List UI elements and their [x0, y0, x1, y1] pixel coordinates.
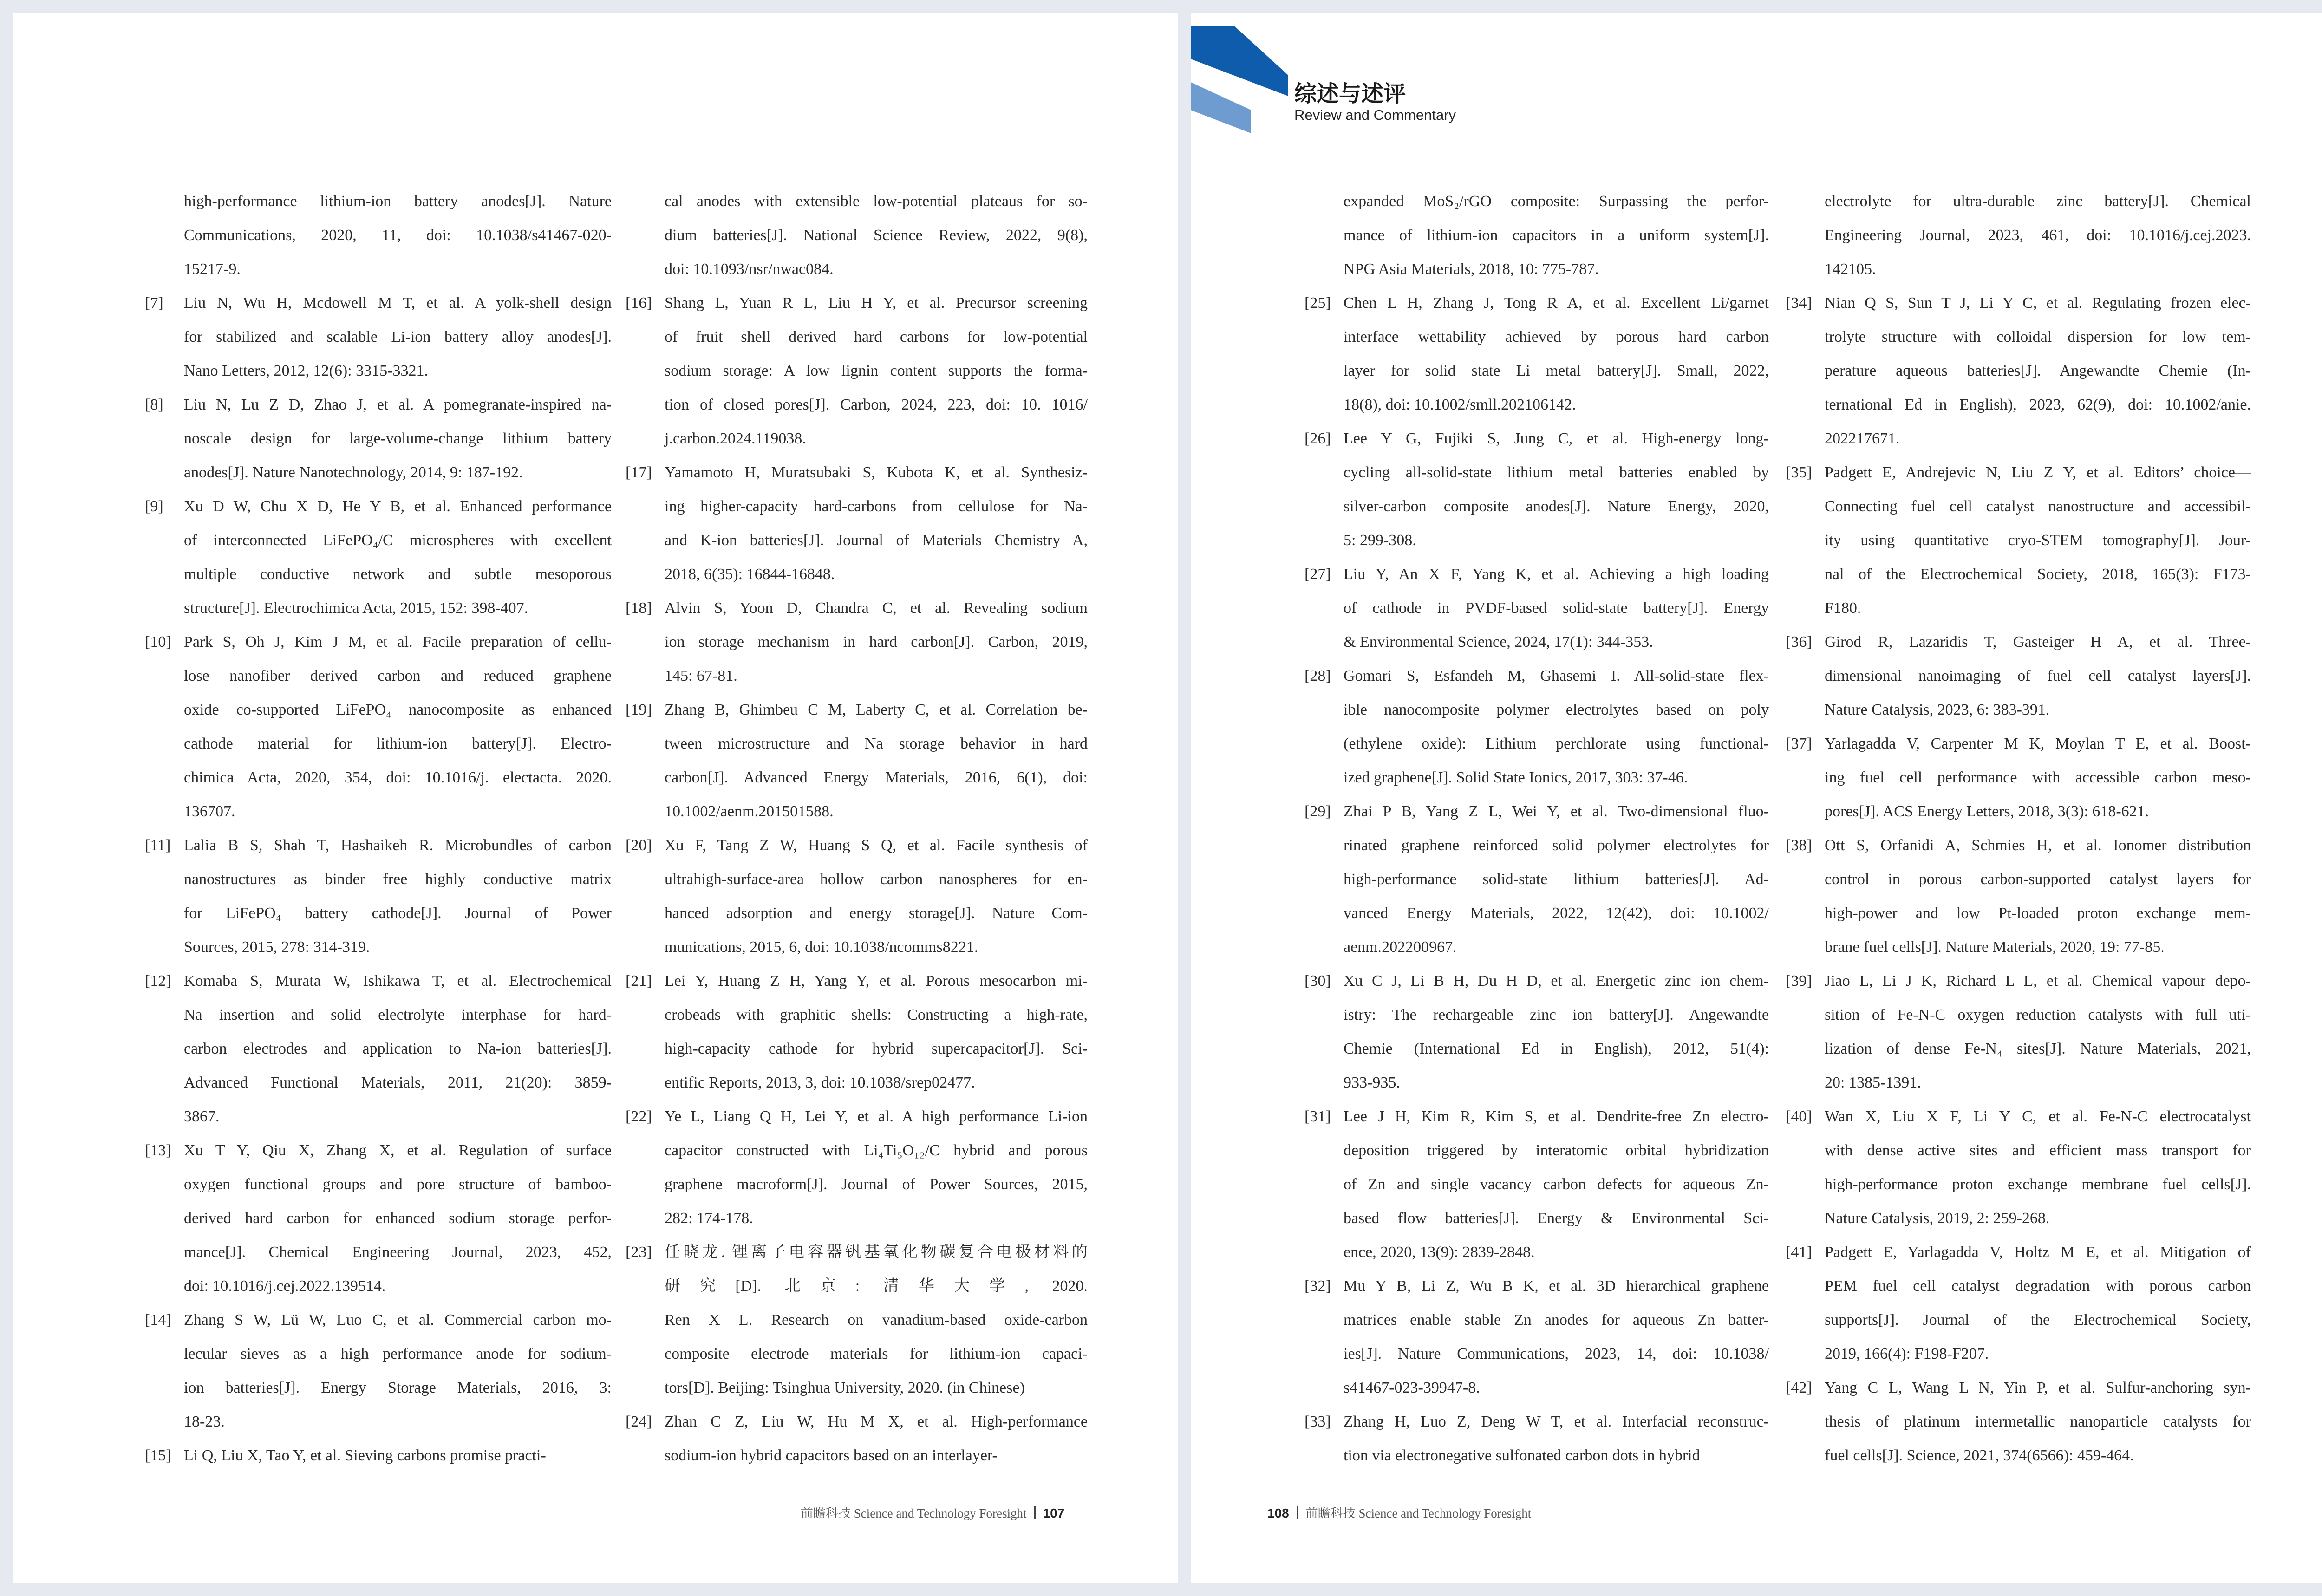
reference-text-line: Chen L H, Zhang J, Tong R A, et al. Excellent Li/garnet	[1344, 294, 1769, 312]
reference-text-line: cycling all-solid-state lithium metal batteries enabled by	[1344, 464, 1769, 481]
reference-text-line: 202217671.	[1825, 430, 1900, 447]
reference-text-line: Advanced Functional Materials, 2011, 21(20): 3859-	[184, 1074, 612, 1091]
reference-number: [37]	[1786, 735, 1812, 752]
reference-text-line: lose nanofiber derived carbon and reduced graphene	[184, 667, 612, 684]
reference-text-line: istry: The rechargeable zinc ion battery[J]. Angewandte	[1344, 1006, 1769, 1023]
reference-text-line: ing fuel cell performance with accessible carbon meso-	[1825, 769, 2251, 786]
reference-text-line: dium batteries[J]. National Science Review, 2022, 9(8),	[665, 227, 1088, 244]
reference-entry	[626, 964, 1088, 1100]
right-page	[1191, 13, 2322, 1583]
reference-text-line: j.carbon.2024.119038.	[665, 430, 806, 447]
reference-text-line: Liu N, Lu Z D, Zhao J, et al. A pomegranate-inspired na-	[184, 396, 612, 413]
reference-entry	[145, 1439, 612, 1472]
reference-text-line: Alvin S, Yoon D, Chandra C, et al. Revealing sodium	[665, 599, 1088, 617]
reference-text-line: Zhang S W, Lü W, Luo C, et al. Commercial carbon mo-	[184, 1311, 612, 1329]
reference-text-line: expanded MoS₂/rGO composite: Surpassing the perfor-	[1344, 193, 1769, 210]
reference-text-line: ion batteries[J]. Energy Storage Materials, 2016, 3:	[184, 1379, 612, 1396]
reference-number: [18]	[626, 599, 652, 617]
reference-text-line: nal of the Electrochemical Society, 2018, 165(3): F173-	[1825, 566, 2251, 583]
page-number: 108	[1267, 1506, 1289, 1520]
reference-entry	[1786, 1100, 2251, 1235]
reference-text-line: Ren X L. Research on vanadium-based oxide-carbon	[665, 1311, 1088, 1329]
header-light-band	[1191, 82, 1251, 133]
reference-text-line: ing higher-capacity hard-carbons from cellulose for Na-	[665, 498, 1088, 515]
reference-text-line: Connecting fuel cell catalyst nanostructure and accessibil-	[1825, 498, 2251, 515]
right-page-column-2	[1786, 184, 2251, 1472]
reference-text-line: Engineering Journal, 2023, 461, doi: 10.1016/j.cej.2023.	[1825, 227, 2251, 244]
reference-text-line: Chemie (International Ed in English), 2012, 51(4):	[1344, 1040, 1769, 1057]
reference-entry	[626, 828, 1088, 964]
reference-entry	[1786, 1235, 2251, 1371]
left-page-footer	[801, 1503, 1064, 1521]
reference-text-line: ity using quantitative cryo-STEM tomography[J]. Jour-	[1825, 532, 2251, 549]
reference-text-line: Xu F, Tang Z W, Huang S Q, et al. Facile synthesis of	[665, 837, 1088, 854]
reference-text-line: Nature Catalysis, 2019, 2: 259-268.	[1825, 1210, 2050, 1227]
reference-entry	[626, 1235, 1088, 1405]
reference-text-line: entific Reports, 2013, 3, doi: 10.1038/srep02477.	[665, 1074, 975, 1091]
reference-number: [9]	[145, 498, 163, 515]
reference-entry	[1786, 286, 2251, 456]
reference-number: [21]	[626, 972, 652, 990]
reference-text-line: 282: 174-178.	[665, 1210, 753, 1227]
reference-text-line: Liu Y, An X F, Yang K, et al. Achieving a high loading	[1344, 566, 1769, 583]
reference-text-line: electrolyte for ultra-durable zinc battery[J]. Chemical	[1825, 193, 2251, 210]
reference-text-line: pores[J]. ACS Energy Letters, 2018, 3(3): 618-621.	[1825, 803, 2149, 820]
reference-text-line: Lee J H, Kim R, Kim S, et al. Dendrite-free Zn electro-	[1344, 1108, 1769, 1125]
header-dark-band	[1191, 26, 1288, 96]
reference-text-line: nanostructures as binder free highly conductive matrix	[184, 871, 612, 888]
reference-text-line: Zhang H, Luo Z, Deng W T, et al. Interfacial reconstruc-	[1344, 1413, 1769, 1430]
reference-text-line: layer for solid state Li metal battery[J]. Small, 2022,	[1344, 362, 1769, 379]
reference-entry	[1304, 1269, 1769, 1405]
reference-number: [42]	[1786, 1379, 1812, 1396]
left-page-column-1	[145, 184, 612, 1472]
reference-text-line: ultrahigh-surface-area hollow carbon nanospheres for en-	[665, 871, 1088, 888]
reference-text-line: Sources, 2015, 278: 314-319.	[184, 938, 370, 956]
reference-text-line: control in porous carbon-supported catalyst layers for	[1825, 871, 2251, 888]
right-page-footer	[1267, 1503, 1531, 1521]
reference-number: [22]	[626, 1108, 652, 1125]
reference-text-line: high-performance solid-state lithium batteries[J]. Ad-	[1344, 871, 1769, 888]
reference-text-line: with dense active sites and efficient mass transport for	[1825, 1142, 2251, 1159]
reference-text-line: Mu Y B, Li Z, Wu B K, et al. 3D hierarchical graphene	[1344, 1277, 1769, 1295]
reference-text-line: Xu T Y, Qiu X, Zhang X, et al. Regulation of surface	[184, 1142, 612, 1159]
reference-text-line: 933-935.	[1344, 1074, 1400, 1091]
reference-text-line: Yamamoto H, Muratsubaki S, Kubota K, et al. Synthesiz-	[665, 464, 1088, 481]
reference-text-line: Na insertion and solid electrolyte interphase for hard-	[184, 1006, 612, 1023]
reference-entry	[1304, 1405, 1769, 1472]
reference-number: [23]	[626, 1244, 652, 1261]
reference-number: [30]	[1304, 972, 1331, 990]
reference-number: [33]	[1304, 1413, 1331, 1430]
reference-text-line: of Zn and single vacancy carbon defects for aqueous Zn-	[1344, 1176, 1769, 1193]
reference-text-line: cal anodes with extensible low-potential plateaus for so-	[665, 193, 1088, 210]
reference-text-line: Ott S, Orfanidi A, Schmies H, et al. Ionomer distribution	[1825, 837, 2251, 854]
section-subtitle: Review and Commentary	[1294, 107, 1456, 123]
reference-text-line: mance[J]. Chemical Engineering Journal, 2023, 452,	[184, 1244, 612, 1261]
reference-entry	[626, 456, 1088, 591]
reference-text-line: mance of lithium-ion capacitors in a uniform system[J].	[1344, 227, 1769, 244]
reference-entry	[626, 1100, 1088, 1235]
reference-text-line: Zhan C Z, Liu W, Hu M X, et al. High-performance	[665, 1413, 1088, 1430]
reference-text-line: ence, 2020, 13(9): 2839-2848.	[1344, 1244, 1535, 1261]
reference-entry	[1786, 727, 2251, 828]
reference-text-line: chimica Acta, 2020, 354, doi: 10.1016/j. electacta. 2020.	[184, 769, 612, 786]
reference-text-line: structure[J]. Electrochimica Acta, 2015, 152: 398-407.	[184, 599, 528, 617]
reference-number: [38]	[1786, 837, 1812, 854]
reference-text-line: brane fuel cells[J]. Nature Materials, 2020, 19: 77-85.	[1825, 938, 2165, 956]
right-page-column-1	[1304, 184, 1769, 1472]
reference-text-line: 142105.	[1825, 261, 1876, 278]
reference-text-line: Lei Y, Huang Z H, Yang Y, et al. Porous mesocarbon mi-	[665, 972, 1088, 990]
reference-text-line: Park S, Oh J, Kim J M, et al. Facile preparation of cellu-	[184, 633, 612, 651]
reference-text-line: s41467-023-39947-8.	[1344, 1379, 1480, 1396]
reference-number: [34]	[1786, 294, 1812, 312]
reference-text-line: tion of closed pores[J]. Carbon, 2024, 223, doi: 10. 1016/	[665, 396, 1088, 413]
reference-text-line: Xu C J, Li B H, Du H D, et al. Energetic zinc ion chem-	[1344, 972, 1769, 990]
reference-text-line: doi: 10.1016/j.cej.2022.139514.	[184, 1277, 386, 1295]
reference-text-line: Lee Y G, Fujiki S, Jung C, et al. High-energy long-	[1344, 430, 1769, 447]
reference-text-line: 3867.	[184, 1108, 220, 1125]
reference-text-line: munications, 2015, 6, doi: 10.1038/ncomms8221.	[665, 938, 978, 956]
reference-text-line: sodium storage: A low lignin content supports the forma-	[665, 362, 1088, 379]
reference-number: [19]	[626, 701, 652, 718]
reference-number: [24]	[626, 1413, 652, 1430]
reference-text-line: Jiao L, Li J K, Richard L L, et al. Chemical vapour depo-	[1825, 972, 2251, 990]
reference-text-line: PEM fuel cell catalyst degradation with porous carbon	[1825, 1277, 2251, 1295]
footer-divider	[1034, 1506, 1036, 1519]
reference-entry	[1786, 184, 2251, 286]
reference-number: [7]	[145, 294, 163, 312]
reference-entry	[1304, 286, 1769, 422]
reference-text-line: Komaba S, Murata W, Ishikawa T, et al. Electrochemical	[184, 972, 612, 990]
reference-text-line: cathode material for lithium-ion battery[J]. Electro-	[184, 735, 612, 752]
left-page-column-2	[626, 184, 1088, 1472]
reference-text-line: of fruit shell derived hard carbons for low-potential	[665, 328, 1088, 345]
reference-text-line: Zhai P B, Yang Z L, Wei Y, et al. Two-dimensional fluo-	[1344, 803, 1769, 820]
reference-text-line: perature aqueous batteries[J]. Angewandte Chemie (In-	[1825, 362, 2251, 379]
reference-text-line: 5: 299-308.	[1344, 532, 1416, 549]
reference-number: [14]	[145, 1311, 171, 1329]
reference-text-line: 10.1002/aenm.201501588.	[665, 803, 834, 820]
reference-entry	[626, 591, 1088, 693]
reference-text-line: lecular sieves as a high performance anode for sodium-	[184, 1345, 612, 1362]
reference-entry	[145, 286, 612, 388]
reference-text-line: Nian Q S, Sun T J, Li Y C, et al. Regulating frozen elec-	[1825, 294, 2251, 312]
journal-name: 前瞻科技 Science and Technology Foresight	[801, 1506, 1027, 1520]
reference-text-line: based flow batteries[J]. Energy & Environmental Sci-	[1344, 1210, 1769, 1227]
reference-entry	[145, 625, 612, 828]
reference-text-line: Wan X, Liu X F, Li Y C, et al. Fe-N-C electrocatalyst	[1825, 1108, 2251, 1125]
reference-text-line: 145: 67-81.	[665, 667, 737, 684]
reference-entry	[1786, 456, 2251, 625]
reference-entry	[626, 1405, 1088, 1472]
reference-number: [16]	[626, 294, 652, 312]
reference-entry	[145, 388, 612, 489]
reference-entry	[626, 184, 1088, 286]
reference-entry	[1304, 184, 1769, 286]
reference-text-line: 2018, 6(35): 16844-16848.	[665, 566, 835, 583]
reference-number: [8]	[145, 396, 163, 413]
reference-text-line: high-performance lithium-ion battery anodes[J]. Nature	[184, 193, 612, 210]
reference-number: [17]	[626, 464, 652, 481]
reference-text-line: tween microstructure and Na storage behavior in hard	[665, 735, 1088, 752]
reference-number: [31]	[1304, 1108, 1331, 1125]
reference-number: [40]	[1786, 1108, 1812, 1125]
reference-text-line: & Environmental Science, 2024, 17(1): 344-353.	[1344, 633, 1653, 651]
reference-entry	[1786, 625, 2251, 727]
reference-text-line: carbon electrodes and application to Na-ion batteries[J].	[184, 1040, 612, 1057]
reference-number: [27]	[1304, 566, 1331, 583]
reference-text-line: for LiFePO₄ battery cathode[J]. Journal of Power	[184, 905, 612, 922]
reference-text-line: high-capacity cathode for hybrid supercapacitor[J]. Sci-	[665, 1040, 1088, 1057]
reference-text-line: sodium-ion hybrid capacitors based on an interlayer-	[665, 1447, 998, 1464]
reference-number: [39]	[1786, 972, 1812, 990]
reference-text-line: Gomari S, Esfandeh M, Ghasemi I. All-solid-state flex-	[1344, 667, 1769, 684]
reference-entry	[1304, 1100, 1769, 1269]
reference-text-line: fuel cells[J]. Science, 2021, 374(6566): 459-464.	[1825, 1447, 2134, 1464]
section-header-logo	[1191, 13, 1302, 133]
reference-text-line: deposition triggered by interatomic orbital hybridization	[1344, 1142, 1769, 1159]
reference-number: [26]	[1304, 430, 1331, 447]
reference-text-line: Liu N, Wu H, Mcdowell M T, et al. A yolk-shell design	[184, 294, 612, 312]
reference-text-line: ternational Ed in English), 2023, 62(9), doi: 10.1002/anie.	[1825, 396, 2251, 413]
reference-text-line: carbon[J]. Advanced Energy Materials, 2016, 6(1), doi:	[665, 769, 1088, 786]
reference-number: [32]	[1304, 1277, 1331, 1295]
reference-text-line: multiple conductive network and subtle mesoporous	[184, 566, 612, 583]
reference-number: [10]	[145, 633, 171, 651]
journal-name: 前瞻科技 Science and Technology Foresight	[1305, 1506, 1532, 1520]
reference-entry	[1304, 964, 1769, 1100]
reference-text-line: 15217-9.	[184, 261, 241, 278]
reference-text-line: doi: 10.1093/nsr/nwac084.	[665, 261, 834, 278]
reference-text-line: ies[J]. Nature Communications, 2023, 14, doi: 10.1038/	[1344, 1345, 1769, 1362]
reference-number: [11]	[145, 837, 171, 854]
reference-text-line: aenm.202200967.	[1344, 938, 1457, 956]
reference-text-line: Zhang B, Ghimbeu C M, Laberty C, et al. Correlation be-	[665, 701, 1088, 718]
reference-entry	[1786, 828, 2251, 964]
reference-text-line: NPG Asia Materials, 2018, 10: 775-787.	[1344, 261, 1599, 278]
reference-text-line: Padgett E, Andrejevic N, Liu Z Y, et al. Editors’ choice—	[1825, 464, 2251, 481]
reference-text-line: 20: 1385-1391.	[1825, 1074, 1921, 1091]
reference-entry	[1304, 422, 1769, 557]
reference-text-line: ized graphene[J]. Solid State Ionics, 2017, 303: 37-46.	[1344, 769, 1688, 786]
reference-entry	[145, 1303, 612, 1439]
reference-text-line: of cathode in PVDF-based solid-state battery[J]. Energy	[1344, 599, 1769, 617]
reference-number: [29]	[1304, 803, 1331, 820]
reference-number: [12]	[145, 972, 171, 990]
reference-text-line: high-power and low Pt-loaded proton exchange mem-	[1825, 905, 2251, 922]
reference-text-line: F180.	[1825, 599, 1861, 617]
reference-text-line: silver-carbon composite anodes[J]. Nature Energy, 2020,	[1344, 498, 1769, 515]
reference-text-line: 18(8), doi: 10.1002/smll.202106142.	[1344, 396, 1576, 413]
reference-text-line: 研究[D]. 北京: 清华大学, 2020.	[665, 1277, 1088, 1295]
reference-text-line: noscale design for large-volume-change lithium battery	[184, 430, 612, 447]
reference-number: [35]	[1786, 464, 1812, 481]
reference-text-line: ion storage mechanism in hard carbon[J]. Carbon, 2019,	[665, 633, 1088, 651]
reference-number: [28]	[1304, 667, 1331, 684]
reference-entry	[626, 286, 1088, 456]
reference-text-line: sition of Fe-N-C oxygen reduction catalysts with full uti-	[1825, 1006, 2251, 1023]
reference-entry	[145, 184, 612, 286]
reference-text-line: tors[D]. Beijing: Tsinghua University, 2020. (in Chinese)	[665, 1379, 1025, 1396]
section-title: 综述与述评	[1294, 81, 1406, 107]
reference-text-line: interface wettability achieved by porous hard carbon	[1344, 328, 1769, 345]
reference-text-line: Li Q, Liu X, Tao Y, et al. Sieving carbons promise practi-	[184, 1447, 546, 1464]
reference-number: [13]	[145, 1142, 171, 1159]
reference-text-line: Nano Letters, 2012, 12(6): 3315-3321.	[184, 362, 428, 379]
reference-text-line: vanced Energy Materials, 2022, 12(42), doi: 10.1002/	[1344, 905, 1769, 922]
reference-text-line: matrices enable stable Zn anodes for aqueous Zn batter-	[1344, 1311, 1769, 1329]
reference-text-line: derived hard carbon for enhanced sodium storage perfor-	[184, 1210, 612, 1227]
reference-text-line: Yarlagadda V, Carpenter M K, Moylan T E, et al. Boost-	[1825, 735, 2251, 752]
reference-entry	[1304, 795, 1769, 964]
reference-text-line: Girod R, Lazaridis T, Gasteiger H A, et al. Three-	[1825, 633, 2251, 651]
reference-entry	[1304, 659, 1769, 795]
reference-number: [20]	[626, 837, 652, 854]
reference-text-line: trolyte structure with colloidal dispersion for low tem-	[1825, 328, 2251, 345]
reference-text-line: oxide co-supported LiFePO₄ nanocomposite as enhanced	[184, 701, 612, 718]
reference-text-line: Communications, 2020, 11, doi: 10.1038/s41467-020-	[184, 227, 612, 244]
reference-text-line: for stabilized and scalable Li-ion battery alloy anodes[J].	[184, 328, 612, 345]
reference-text-line: tion via electronegative sulfonated carbon dots in hybrid	[1344, 1447, 1700, 1464]
reference-text-line: thesis of platinum intermetallic nanoparticle catalysts for	[1825, 1413, 2251, 1430]
reference-entry	[145, 828, 612, 964]
reference-entry	[1786, 964, 2251, 1100]
reference-text-line: 18-23.	[184, 1413, 225, 1430]
reference-text-line: supports[J]. Journal of the Electrochemical Society,	[1825, 1311, 2251, 1329]
reference-text-line: ible nanocomposite polymer electrolytes based on poly	[1344, 701, 1769, 718]
reference-text-line: composite electrode materials for lithium-ion capaci-	[665, 1345, 1088, 1362]
reference-number: [15]	[145, 1447, 171, 1464]
reference-entry	[626, 693, 1088, 828]
reference-entry	[1304, 557, 1769, 659]
reference-text-line: Lalia B S, Shah T, Hashaikeh R. Microbundles of carbon	[184, 837, 612, 854]
reference-text-line: 任晓龙. 锂离子电容器钒基氧化物碳复合电极材料的	[665, 1244, 1088, 1261]
reference-number: [25]	[1304, 294, 1331, 312]
reference-text-line: 136707.	[184, 803, 235, 820]
reference-text-line: Yang C L, Wang L N, Yin P, et al. Sulfur-anchoring syn-	[1825, 1379, 2251, 1396]
reference-entry	[145, 964, 612, 1133]
reference-text-line: Xu D W, Chu X D, He Y B, et al. Enhanced performance	[184, 498, 612, 515]
left-page	[13, 13, 1178, 1583]
reference-text-line: rinated graphene reinforced solid polymer electrolytes for	[1344, 837, 1769, 854]
reference-text-line: Nature Catalysis, 2023, 6: 383-391.	[1825, 701, 2050, 718]
reference-entry	[145, 1133, 612, 1303]
reference-entry	[145, 489, 612, 625]
reference-text-line: oxygen functional groups and pore structure of bamboo-	[184, 1176, 612, 1193]
reference-number: [41]	[1786, 1244, 1812, 1261]
reference-entry	[1786, 1371, 2251, 1472]
reference-text-line: graphene macroform[J]. Journal of Power Sources, 2015,	[665, 1176, 1088, 1193]
reference-text-line: hanced adsorption and energy storage[J]. Nature Com-	[665, 905, 1088, 922]
reference-text-line: high-performance proton exchange membrane fuel cells[J].	[1825, 1176, 2251, 1193]
reference-number: [36]	[1786, 633, 1812, 651]
reference-text-line: of interconnected LiFePO₄/C microspheres with excellent	[184, 532, 612, 549]
reference-text-line: dimensional nanoimaging of fuel cell catalyst layers[J].	[1825, 667, 2251, 684]
reference-text-line: and K-ion batteries[J]. Journal of Materials Chemistry A,	[665, 532, 1088, 549]
reference-text-line: capacitor constructed with Li₄Ti₅O₁₂/C hybrid and porous	[665, 1142, 1088, 1159]
reference-text-line: lization of dense Fe-N₄ sites[J]. Nature Materials, 2021,	[1825, 1040, 2251, 1057]
reference-text-line: Shang L, Yuan R L, Liu H Y, et al. Precursor screening	[665, 294, 1088, 312]
reference-text-line: (ethylene oxide): Lithium perchlorate using functional-	[1344, 735, 1769, 752]
reference-text-line: Padgett E, Yarlagadda V, Holtz M E, et al. Mitigation of	[1825, 1244, 2251, 1261]
reference-text-line: 2019, 166(4): F198-F207.	[1825, 1345, 1989, 1362]
reference-text-line: anodes[J]. Nature Nanotechnology, 2014, 9: 187-192.	[184, 464, 523, 481]
page-number: 107	[1043, 1506, 1065, 1520]
reference-text-line: crobeads with graphitic shells: Constructing a high-rate,	[665, 1006, 1088, 1023]
footer-divider	[1297, 1506, 1298, 1519]
reference-text-line: Ye L, Liang Q H, Lei Y, et al. A high performance Li-ion	[665, 1108, 1088, 1125]
